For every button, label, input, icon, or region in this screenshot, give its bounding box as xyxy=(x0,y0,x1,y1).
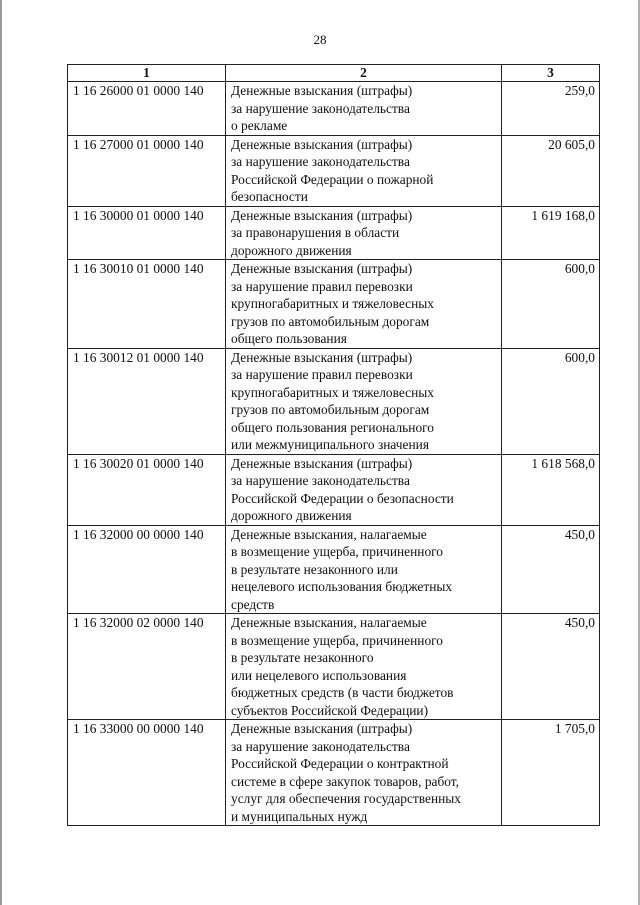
revenue-name-line: общего пользования регионального xyxy=(231,419,434,435)
revenue-name-cell xyxy=(226,82,502,136)
revenue-name-line: Российской Федерации о контрактной xyxy=(231,756,449,771)
revenue-name-line: и муниципальных нужд xyxy=(231,808,368,824)
revenue-name-line: за правонарушения в области xyxy=(231,225,400,240)
revenue-name-line: Денежные взыскания (штрафы) xyxy=(231,261,413,276)
revenue-name-cell xyxy=(226,454,502,525)
column-header-amount: 3 xyxy=(502,65,600,82)
revenue-name-line: в результате незаконного xyxy=(231,650,374,665)
revenue-name-line: грузов по автомобильным дорогам xyxy=(231,402,430,417)
revenue-name-cell xyxy=(226,135,502,206)
revenue-name-line: услуг для обеспечения государственных xyxy=(231,791,461,806)
revenue-name-line: Денежные взыскания, налагаемые xyxy=(231,615,427,630)
revenue-name-line: в возмещение ущерба, причиненного xyxy=(231,544,444,559)
budget-code-cell: 1 16 26000 01 0000 140 xyxy=(68,82,226,136)
revenue-name-line: нецелевого использования бюджетных xyxy=(231,579,453,594)
budget-code-cell: 1 16 30010 01 0000 140 xyxy=(68,260,226,349)
revenue-name-cell xyxy=(226,720,502,826)
revenue-name-line: в возмещение ущерба, причиненного xyxy=(231,632,444,648)
revenue-name-line: дорожного движения xyxy=(231,242,352,258)
table-row xyxy=(68,525,600,614)
table-row xyxy=(68,614,600,720)
table-row xyxy=(68,135,600,206)
column-header-code: 1 xyxy=(68,65,226,82)
table-row xyxy=(68,454,600,525)
table-row xyxy=(68,348,600,454)
revenue-name-line: грузов по автомобильным дорогам xyxy=(231,313,430,329)
page-number: 28 xyxy=(313,32,327,47)
revenue-name-line: Денежные взыскания (штрафы) xyxy=(231,721,413,736)
budget-code-cell: 1 16 30000 01 0000 140 xyxy=(68,206,226,260)
budget-code-cell: 1 16 32000 02 0000 140 xyxy=(68,614,226,720)
revenue-name-line: безопасности xyxy=(231,189,308,204)
amount-cell: 20 605,0 xyxy=(502,135,600,206)
revenue-name-line: о рекламе xyxy=(231,118,288,133)
revenue-name-line: в результате незаконного или xyxy=(231,561,398,577)
amount-cell: 450,0 xyxy=(502,614,600,720)
column-header-name: 2 xyxy=(226,65,502,82)
amount-cell: 450,0 xyxy=(502,525,600,614)
revenue-name-line: Денежные взыскания (штрафы) xyxy=(231,83,413,98)
amount-cell: 1 618 568,0 xyxy=(502,454,600,525)
table-body xyxy=(68,82,600,826)
budget-code-cell: 1 16 32000 00 0000 140 xyxy=(68,525,226,614)
revenue-name-line: общего пользования xyxy=(231,331,347,346)
revenue-name-line: Денежные взыскания (штрафы) xyxy=(231,349,413,365)
revenue-name-line: дорожного движения xyxy=(231,508,352,523)
revenue-name-line: бюджетных средств (в части бюджетов xyxy=(231,685,454,700)
revenue-name-line: Российской Федерации о пожарной xyxy=(231,171,434,187)
table-row xyxy=(68,260,600,349)
revenue-name-cell xyxy=(226,614,502,720)
revenue-name-cell xyxy=(226,348,502,454)
revenue-name-line: средств xyxy=(231,596,275,612)
table-header-row xyxy=(68,65,600,82)
revenue-name-line: за нарушение законодательства xyxy=(231,738,410,754)
amount-cell: 600,0 xyxy=(502,260,600,349)
revenue-name-line: Денежные взыскания (штрафы) xyxy=(231,207,413,223)
revenue-name-line: Российской Федерации о безопасности xyxy=(231,490,454,506)
revenue-name-line: Денежные взыскания, налагаемые xyxy=(231,526,427,542)
revenue-name-cell xyxy=(226,206,502,260)
budget-code-cell: 1 16 27000 01 0000 140 xyxy=(68,135,226,206)
revenue-name-line: Денежные взыскания (штрафы) xyxy=(231,455,413,471)
revenue-name-line: или нецелевого использования xyxy=(231,667,407,683)
revenue-name-line: субъектов Российской Федерации) xyxy=(231,702,429,718)
revenue-name-line: или межмуниципального значения xyxy=(231,437,429,452)
revenue-name-line: крупногабаритных и тяжеловесных xyxy=(231,384,434,400)
amount-cell: 259,0 xyxy=(502,82,600,136)
table-row xyxy=(68,206,600,260)
revenue-name-line: за нарушение правил перевозки xyxy=(231,278,413,294)
revenue-name-cell xyxy=(226,260,502,349)
revenue-name-line: крупногабаритных и тяжеловесных xyxy=(231,296,434,311)
scan-edge-left xyxy=(0,0,2,905)
revenue-name-line: Денежные взыскания (штрафы) xyxy=(231,136,413,152)
amount-cell: 1 619 168,0 xyxy=(502,206,600,260)
table-row xyxy=(68,82,600,136)
revenue-name-line: системе в сфере закупок товаров, работ, xyxy=(231,773,459,789)
budget-code-cell: 1 16 30020 01 0000 140 xyxy=(68,454,226,525)
revenue-name-line: за нарушение законодательства xyxy=(231,473,410,488)
revenue-name-line: за нарушение правил перевозки xyxy=(231,367,413,382)
revenue-name-line: за нарушение законодательства xyxy=(231,154,410,169)
budget-code-cell: 1 16 30012 01 0000 140 xyxy=(68,348,226,454)
amount-cell: 1 705,0 xyxy=(502,720,600,826)
budget-code-cell: 1 16 33000 00 0000 140 xyxy=(68,720,226,826)
table-row xyxy=(68,720,600,826)
amount-cell: 600,0 xyxy=(502,348,600,454)
budget-revenue-table xyxy=(67,64,600,826)
revenue-name-cell xyxy=(226,525,502,614)
revenue-name-line: за нарушение законодательства xyxy=(231,100,410,116)
